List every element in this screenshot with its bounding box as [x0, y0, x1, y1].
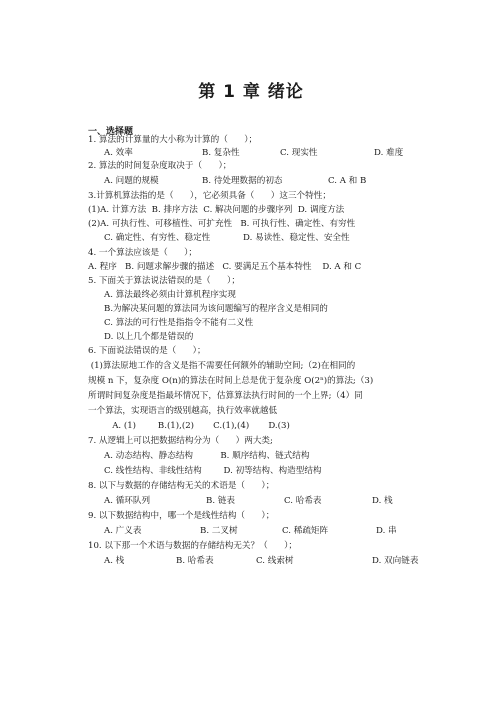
question-5-option-d: D. 以上几个都是错误的 — [104, 332, 194, 342]
question-5: 5. 下面关于算法说法错误的是（ ）； — [88, 276, 240, 286]
option: B. 二叉树 — [200, 526, 238, 536]
option: D. 难度 — [374, 148, 404, 158]
question-6-text: 所谓时间复杂度是指最坏情况下，估算算法执行时间的一个上界;（4）同 — [88, 391, 363, 401]
question-6-options: A. (1) B.(1),(2) C.(1),(4) D.(3) — [104, 421, 290, 431]
question-10: 10. 以下那一个术语与数据的存储结构无关？（ ）； — [88, 541, 297, 551]
option: C. A 和 B — [328, 176, 367, 186]
option: C. 现实性 — [280, 148, 318, 158]
option: C. 哈希表 — [284, 496, 322, 506]
question-8: 8. 以下与数据的存储结构无关的术语是（ ）； — [88, 481, 275, 491]
option: A. 问题的规模 — [104, 176, 159, 186]
chapter-title: 第 1 章 绪论 — [198, 82, 304, 102]
question-6: 6. 下面说法错误的是（ ）； — [88, 346, 206, 356]
question-3: 3.计算机算法指的是（ ），它必须具备（ ）这三个特性； — [88, 191, 331, 201]
question-3-part-2: (2)A. 可执行性、可移植性、可扩充性 B. 可执行性、确定性、有穷性 — [88, 219, 356, 229]
option: C. 稀疏矩阵 — [282, 526, 329, 536]
question-6-text: 一个算法，实现语言的级别越高，执行效率就越低 — [88, 406, 278, 416]
question-7-options-ab: A. 动态结构、静态结构 B. 顺序结构、链式结构 — [104, 451, 310, 461]
option: D. 双向链表 — [372, 556, 419, 566]
question-4-options: A. 程序 B. 问题求解步骤的描述 C. 要满足五个基本特性 D. A 和 C — [88, 262, 362, 272]
question-7-options-cd: C. 线性结构、非线性结构 D. 初等结构、构造型结构 — [104, 466, 322, 476]
option: B. 待处理数据的初态 — [202, 176, 283, 186]
question-4: 4. 一个算法应该是（ ）； — [88, 248, 197, 258]
question-3-part-2-cont: C. 确定性、有穷性、稳定性 D. 易读性、稳定性、安全性 — [104, 233, 350, 243]
question-1: 1. 算法的计算量的大小称为计算的（ ）； — [88, 135, 258, 145]
option: B. 复杂性 — [202, 148, 240, 158]
question-6-text: 规模 n 下，复杂度 O(n)的算法在时间上总是优于复杂度 O(2ⁿ)的算法;（3) — [88, 376, 374, 386]
question-5-option-c: C. 算法的可行性是指指令不能有二义性 — [104, 318, 254, 328]
question-3-part-1: (1)A. 计算方法 B. 排序方法 C. 解决问题的步骤序列 D. 调度方法 — [88, 205, 345, 215]
option: B. 链表 — [206, 496, 235, 506]
option: C. 线索树 — [256, 556, 294, 566]
option: A. 栈 — [104, 556, 125, 566]
question-2: 2. 算法的时间复杂度取决于（ ）； — [88, 161, 232, 171]
option: D. 栈 — [372, 496, 393, 506]
question-9: 9. 以下数据结构中，哪一个是线性结构（ ）； — [88, 511, 275, 521]
section-heading: 一、选择题 — [88, 127, 134, 137]
option: A. 循环队列 — [104, 496, 151, 506]
option: D. 串 — [376, 526, 397, 536]
option: B. 哈希表 — [176, 556, 214, 566]
question-5-option-a: A. 算法最终必须由计算机程序实现 — [104, 290, 236, 300]
option: A. 广义表 — [104, 526, 142, 536]
question-5-option-b: B.为解决某问题的算法同为该问题编写的程序含义是相同的 — [104, 304, 328, 314]
question-6-text: (1)算法原地工作的含义是指不需要任何额外的辅助空间;（2)在相同的 — [88, 361, 356, 371]
option: A. 效率 — [104, 148, 133, 158]
question-7: 7. 从逻辑上可以把数据结构分为（ ）两大类; — [88, 436, 273, 446]
